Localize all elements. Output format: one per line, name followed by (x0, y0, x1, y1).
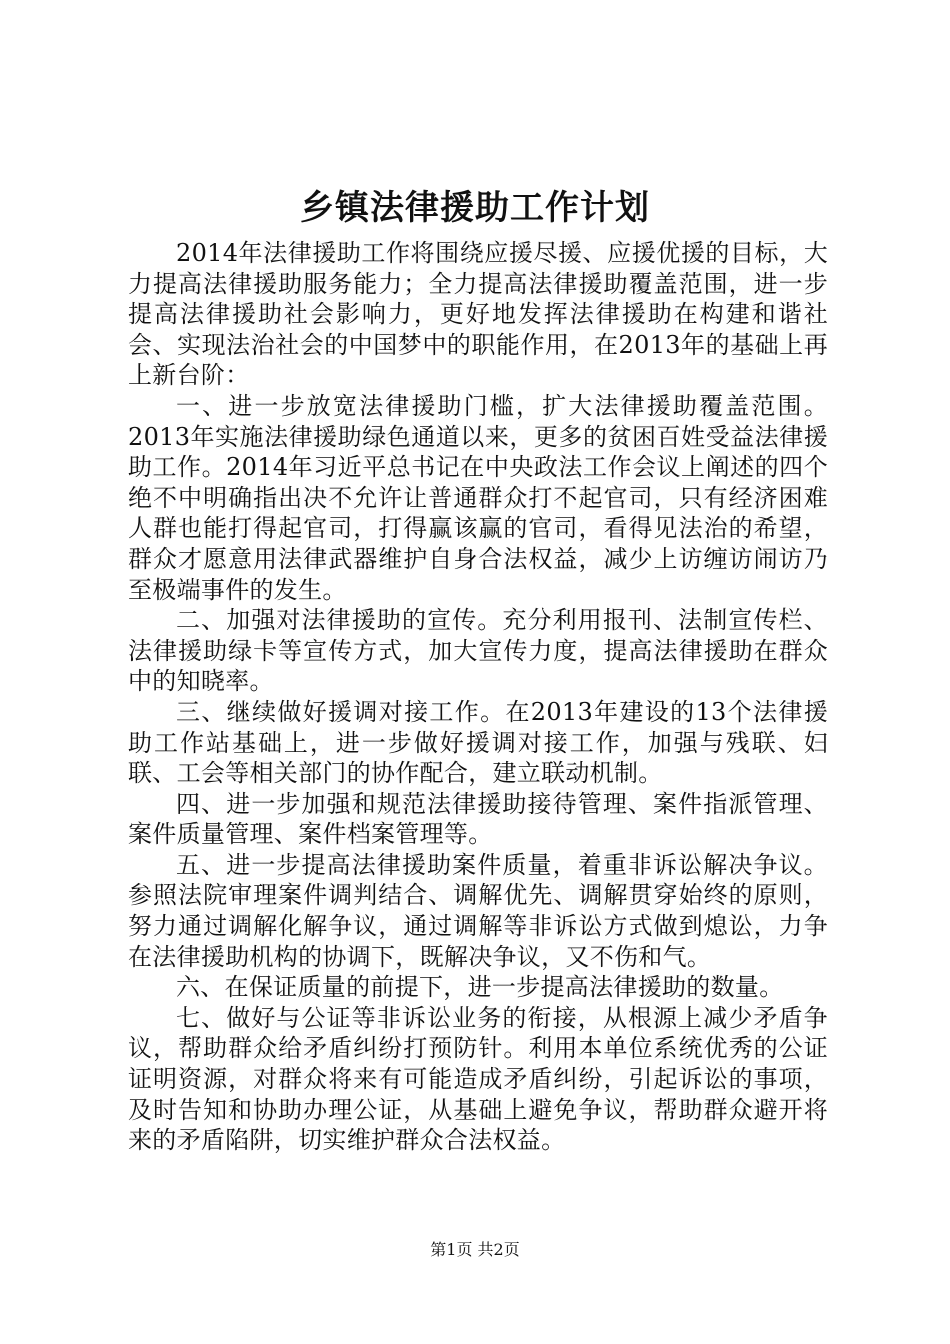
paragraph-item-1: 一、进一步放宽法律援助门槛，扩大法律援助覆盖范围。2013年实施法律援助绿色通道以来，更多的贫困百姓受益法律援助工作。2014年习近平总书记在中央政法工作会议上阐述的四个绝不中明确指出决不允许让普通群众打不起官司，只有经济困难人群也能打得起官司，打得赢该赢的官司，看得见法治的希望，群众才愿意用法律武器维护自身合法权益，减少上访缠访闹访乃至极端事件的发生。 (128, 391, 828, 604)
document-body (128, 238, 828, 1156)
page-footer: 第1页 共2页 (430, 1240, 520, 1259)
paragraph-item-5: 五、进一步提高法律援助案件质量，着重非诉讼解决争议。参照法院审理案件调判结合、调解优先、调解贯穿始终的原则，努力通过调解化解争议，通过调解等非诉讼方式做到熄讼，力争在法律援助机构的协调下，既解决争议，又不伤和气。 (128, 850, 828, 971)
intro-paragraph: 2014年法律援助工作将围绕应援尽援、应援优援的目标，大力提高法律援助服务能力；全力提高法律援助覆盖范围，进一步提高法律援助社会影响力，更好地发挥法律援助在构建和谐社会、实现法治社会的中国梦中的职能作用，在2013年的基础上再上新台阶： (128, 239, 828, 390)
paragraph-item-7: 七、做好与公证等非诉讼业务的衔接，从根源上减少矛盾争议，帮助群众给矛盾纠纷打预防针。利用本单位系统优秀的公证证明资源，对群众将来有可能造成矛盾纠纷，引起诉讼的事项，及时告知和协助办理公证，从基础上避免争议，帮助群众避开将来的矛盾陷阱，切实维护群众合法权益。 (128, 1003, 828, 1155)
document-title: 乡镇法律援助工作计划 (300, 188, 650, 228)
paragraph-item-6: 六、在保证质量的前提下，进一步提高法律援助的数量。 (176, 973, 784, 1002)
paragraph-item-3: 三、继续做好援调对接工作。在2013年建设的13个法律援助工作站基础上，进一步做好援调对接工作，加强与残联、妇联、工会等相关部门的协作配合，建立联动机制。 (128, 697, 828, 788)
paragraph-item-4: 四、进一步加强和规范法律援助接待管理、案件指派管理、案件质量管理、案件档案管理等。 (128, 789, 828, 849)
paragraph-item-2: 二、加强对法律援助的宣传。充分利用报刊、法制宣传栏、法律援助绿卡等宣传方式，加大宣传力度，提高法律援助在群众中的知晓率。 (128, 606, 828, 696)
